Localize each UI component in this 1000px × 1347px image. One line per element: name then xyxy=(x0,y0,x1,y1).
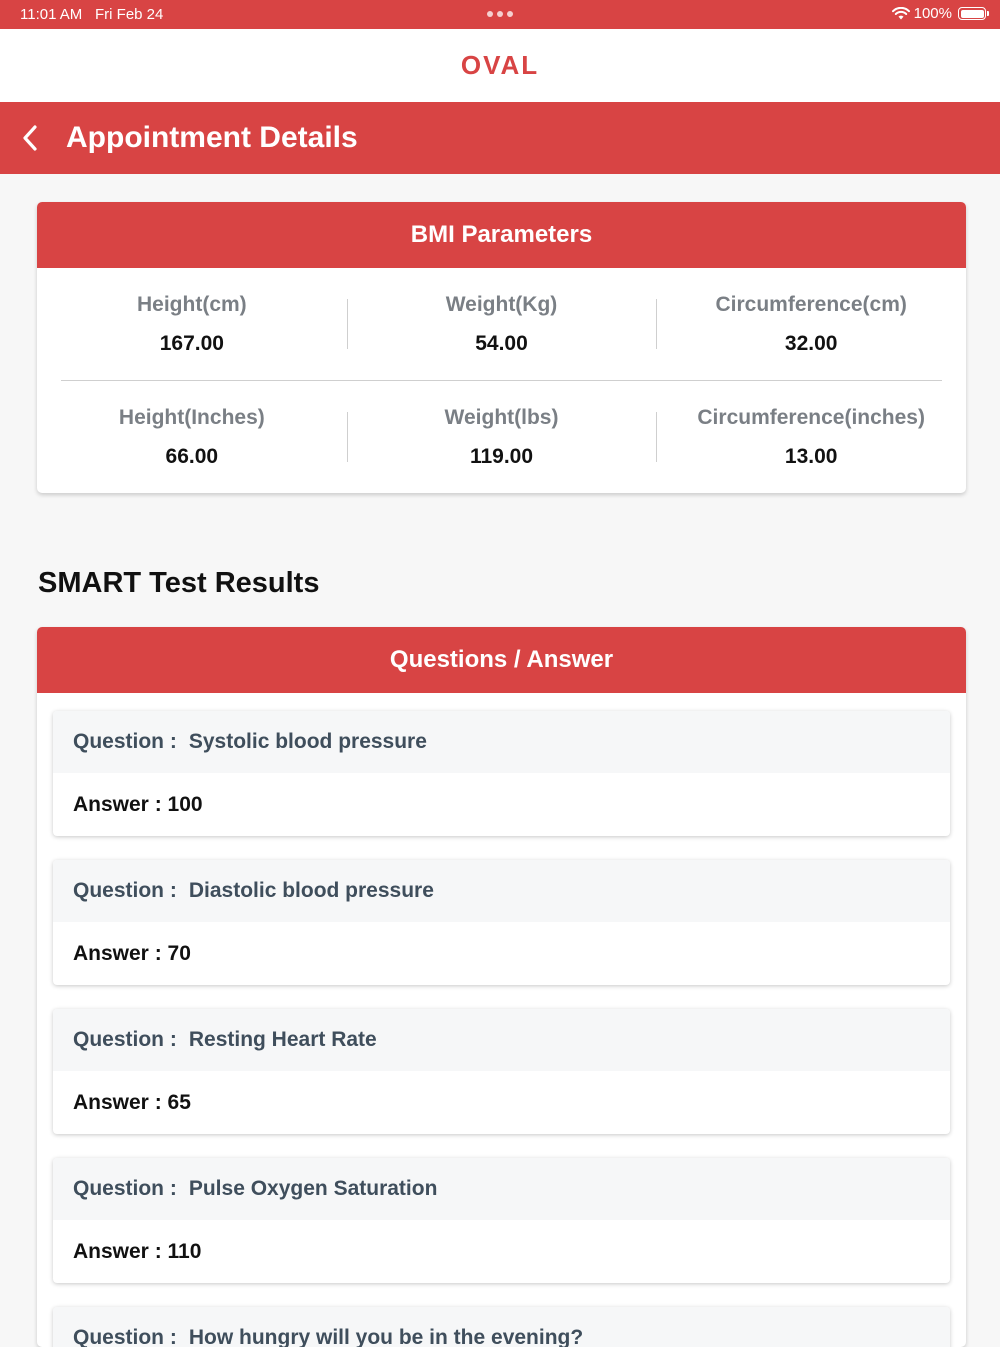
answer-value: 110 xyxy=(167,1239,202,1263)
bmi-height-inches xyxy=(37,406,347,469)
bmi-label: Circumference(inches) xyxy=(697,405,925,429)
question-prefix: Question : xyxy=(73,730,177,753)
bmi-circumference-inches xyxy=(656,406,966,469)
status-right xyxy=(892,5,986,22)
bmi-value: 54.00 xyxy=(475,331,528,355)
qa-answer xyxy=(53,773,950,836)
question-text: Systolic blood pressure xyxy=(188,730,427,753)
answer-value: 100 xyxy=(167,792,203,816)
question-text: How hungry will you be in the evening? xyxy=(188,1326,584,1347)
answer-value: 70 xyxy=(167,941,191,965)
bmi-label: Circumference(cm) xyxy=(715,292,907,316)
qa-question xyxy=(53,1009,950,1071)
bmi-value: 32.00 xyxy=(784,331,838,355)
qa-item xyxy=(53,711,950,836)
bmi-label: Weight(lbs) xyxy=(444,405,559,429)
page-title: Appointment Details xyxy=(66,121,358,154)
bmi-value: 167.00 xyxy=(159,331,224,355)
qa-answer xyxy=(53,922,950,985)
qa-question xyxy=(53,1158,950,1220)
bmi-label: Height(cm) xyxy=(137,292,247,316)
bmi-weight-kg xyxy=(347,293,657,356)
qa-question xyxy=(53,711,950,773)
answer-prefix: Answer : xyxy=(73,1239,162,1263)
question-prefix: Question : xyxy=(73,1177,177,1200)
qa-answer xyxy=(53,1220,950,1283)
answer-value: 65 xyxy=(167,1090,191,1114)
qa-list xyxy=(37,693,966,1347)
question-prefix: Question : xyxy=(73,879,177,902)
qa-answer xyxy=(53,1071,950,1134)
status-bar xyxy=(0,0,1000,29)
bmi-height-cm xyxy=(37,293,347,356)
qa-item xyxy=(53,860,950,985)
status-time: 11:01 AM xyxy=(20,6,83,23)
questions-answers-card[interactable] xyxy=(37,627,966,1347)
question-text: Resting Heart Rate xyxy=(188,1028,377,1051)
qa-item xyxy=(53,1158,950,1283)
answer-prefix: Answer : xyxy=(73,1090,162,1114)
back-button[interactable] xyxy=(0,102,60,174)
answer-prefix: Answer : xyxy=(73,941,162,965)
question-text: Pulse Oxygen Saturation xyxy=(188,1177,438,1200)
bmi-card-title: BMI Parameters xyxy=(37,202,966,268)
battery-percent: 100% xyxy=(913,5,952,22)
bmi-label: Weight(Kg) xyxy=(445,292,558,316)
bmi-row-metric xyxy=(37,268,966,380)
chevron-left-icon xyxy=(21,124,39,152)
bmi-value: 13.00 xyxy=(784,444,838,468)
bmi-circumference-cm xyxy=(656,293,966,356)
question-prefix: Question : xyxy=(73,1326,177,1347)
header-bar xyxy=(0,102,1000,174)
wifi-icon xyxy=(892,7,910,20)
qa-item xyxy=(53,1009,950,1134)
bmi-value: 66.00 xyxy=(165,444,219,468)
bmi-label: Height(Inches) xyxy=(118,405,265,429)
status-date: Fri Feb 24 xyxy=(95,6,164,23)
multitasking-dots-icon[interactable] xyxy=(487,11,513,17)
bmi-value: 119.00 xyxy=(469,444,534,468)
bmi-weight-lbs xyxy=(347,406,657,469)
logo-bar xyxy=(0,29,1000,102)
bmi-row-imperial xyxy=(37,381,966,493)
qa-question xyxy=(53,860,950,922)
qa-card-title: Questions / Answer xyxy=(37,627,966,693)
answer-prefix: Answer : xyxy=(73,792,162,816)
qa-item xyxy=(53,1307,950,1347)
battery-icon xyxy=(958,7,986,20)
question-text: Diastolic blood pressure xyxy=(188,879,434,902)
qa-question xyxy=(53,1307,950,1347)
smart-section-title: SMART Test Results xyxy=(38,567,320,599)
oval-logo: OVAL xyxy=(460,50,540,80)
question-prefix: Question : xyxy=(73,1028,177,1051)
bmi-parameters-card xyxy=(37,202,966,493)
